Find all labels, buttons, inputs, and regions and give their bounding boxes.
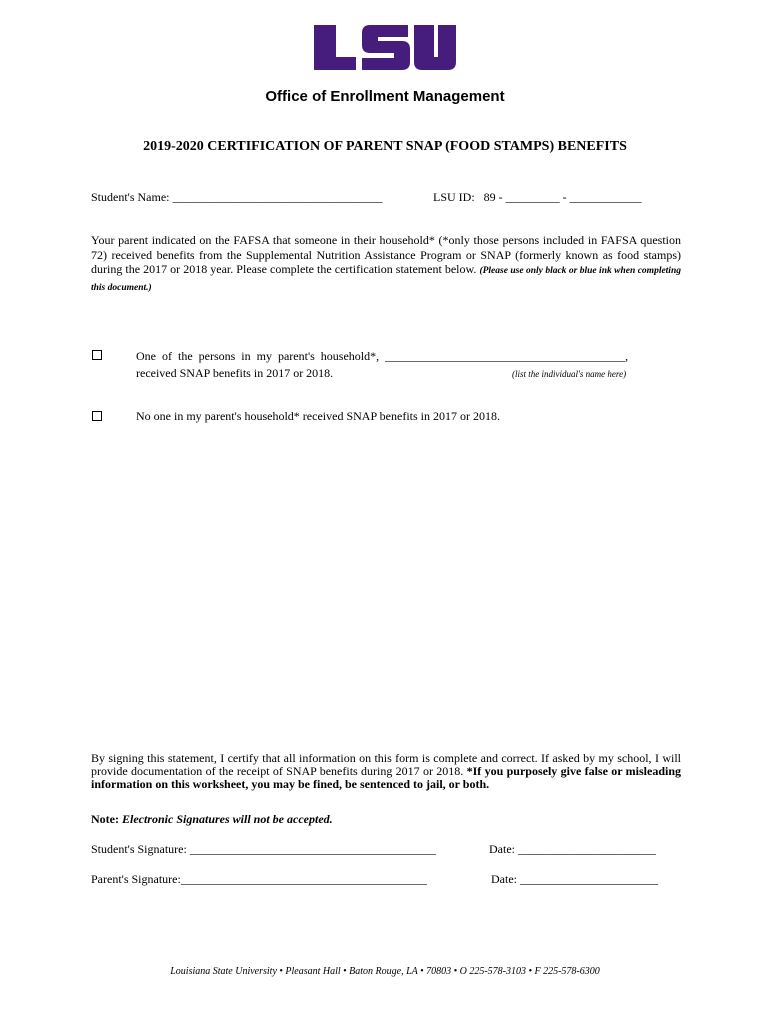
- lsu-logo: [312, 22, 458, 72]
- intro-text: Your parent indicated on the FAFSA that someone in their household* (*only those persons included in FAFSA question 72) received benefits from the Supplemental Nutrition Assistance Program or SNAP (formerly known as food stamps) during the 2017 or 2018 year. Please complete the certification statement below.: [91, 233, 681, 276]
- certification-text: By signing this statement, I certify that all information on this form is complete and correct. If asked by my school, I will provide documentation of the receipt of SNAP benefits during 2017 or 2018.: [91, 751, 681, 778]
- parent-date-field[interactable]: Date: _______________________: [491, 872, 658, 886]
- student-name-field[interactable]: Student's Name: ___________________________________: [91, 190, 383, 204]
- option-2-text: No one in my parent's household* received SNAP benefits in 2017 or 2018.: [136, 409, 500, 423]
- option-2-checkbox[interactable]: [92, 411, 102, 421]
- option-1-hint: (list the individual's name here): [512, 369, 627, 379]
- certification-statement: [91, 752, 681, 791]
- office-title: Office of Enrollment Management: [265, 88, 505, 105]
- student-signature-field[interactable]: Student's Signature: _________________________________________: [91, 842, 436, 856]
- footer-address: Louisiana State University • Pleasant Hall • Baton Rouge, LA • 70803 • O 225-578-3103 • F 225-578-6300: [170, 966, 600, 977]
- note-label: Note:: [91, 812, 119, 826]
- student-date-field[interactable]: Date: _______________________: [489, 842, 656, 856]
- option-1-line1: One of the persons in my parent's household*, ________________________________________,: [136, 349, 629, 363]
- certification-warning: *If you purposely give false or misleading information on this worksheet, you may be fined, be sentenced to jail, or both.: [91, 764, 682, 791]
- ink-note: (Please use only black or blue ink when completing this document.): [91, 266, 681, 293]
- intro-paragraph: [91, 233, 681, 295]
- form-title: 2019-2020 CERTIFICATION OF PARENT SNAP (FOOD STAMPS) BENEFITS: [143, 139, 627, 154]
- lsu-id-field[interactable]: LSU ID: 89 - _________ - ____________: [433, 190, 642, 204]
- note-text: Electronic Signatures will not be accepted.: [121, 812, 333, 826]
- option-1-line2: received SNAP benefits in 2017 or 2018.: [136, 366, 334, 380]
- parent-signature-field[interactable]: Parent's Signature:_________________________________________: [91, 872, 427, 886]
- option-1-checkbox[interactable]: [92, 350, 102, 360]
- note: [91, 812, 333, 827]
